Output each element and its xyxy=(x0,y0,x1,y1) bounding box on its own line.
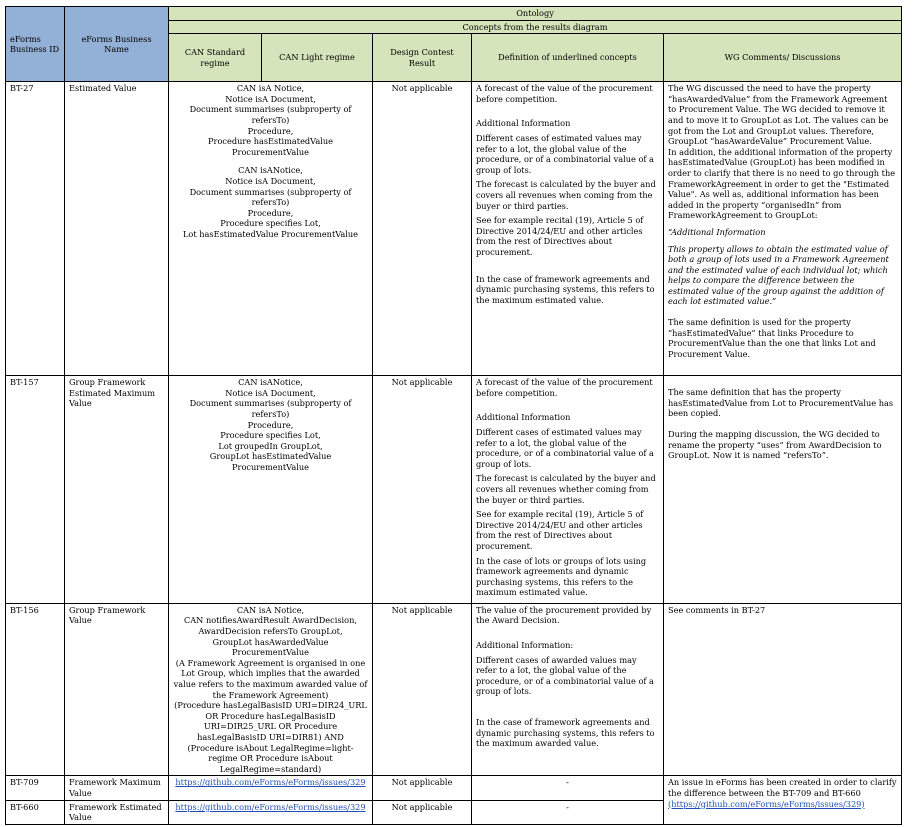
mapping-line: Procedure, xyxy=(247,207,294,218)
row-wg-comments xyxy=(664,82,902,376)
row-definition: - xyxy=(472,800,664,824)
mapping-line: CAN isA Notice, xyxy=(236,604,305,615)
row-wg-comments: See comments in BT-27 xyxy=(664,603,902,776)
row-id: BT-156 xyxy=(6,603,65,776)
comment-text: During the mapping discussion, the WG decided to rename the property “uses” from AwardDecision to GroupLot. Now it is named “refersTo”. xyxy=(668,428,882,461)
definition-text: The value of the procurement provided by the Award Decision. xyxy=(476,604,652,626)
header-ontology: Ontology xyxy=(169,7,902,21)
definition-text: Additional Information: xyxy=(476,640,574,651)
row-wg-comments xyxy=(664,376,902,604)
row-definition xyxy=(472,82,664,376)
definition-text: A forecast of the value of the procurement before competition. xyxy=(476,83,653,104)
header-business-name: eForms Business Name xyxy=(65,7,169,82)
comment-text: This property allows to obtain the estimated value of both a group of lots used in a Framework Agreement and the estimated value of each individual lot; which helps to compare the difference between the estimated value of the group against the addition of each lot estimated value.” xyxy=(668,243,889,307)
row-mapping xyxy=(169,776,373,800)
definition-text: See for example recital (19), Article 5 of Directive 2014/24/EU and other articles from the rest of Directives about procurement. xyxy=(476,509,644,551)
definition-text: A forecast of the value of the procurement before competition. xyxy=(476,377,653,398)
mapping-line: AwardDecision refersTo GroupLot, xyxy=(198,626,343,637)
row-wg-comments xyxy=(664,776,902,824)
mapping-line: Lot hasEstimatedValue ProcurementValue xyxy=(182,228,359,239)
row-id: BT-660 xyxy=(6,800,65,824)
row-definition xyxy=(472,376,664,604)
mapping-line: Procedure, xyxy=(247,419,294,430)
row-id: BT-709 xyxy=(6,776,65,800)
mapping-line: Procedure hasEstimatedValue ProcurementValue xyxy=(208,136,333,157)
header-can-light: CAN Light regime xyxy=(262,34,373,82)
row-name: Framework Estimated Value xyxy=(65,800,169,824)
comment-text: In addition, the additional information of the property hasEstimatedValue (GroupLot) has been modified in order to clarify that there is no need to go through the FrameworkAgreement in order to get the "Estimated Value". As well as, additional information has been added in the property “organisedIn” from FrameworkAgreement to GroupLot: xyxy=(668,146,896,221)
row-design-contest: Not applicable xyxy=(373,603,472,776)
mapping-line: (Procedure hasLegalBasisID URI=DIR24_URL OR Procedure hasLegalBasisID URI=DIR25_URL OR Procedure hasLegalBasisID URI=DIR81) AND (Procedure isAbout LegalRegime=light-regime OR Procedure isAbout LegalRegime=standard) xyxy=(174,700,367,774)
row-design-contest: Not applicable xyxy=(373,82,472,376)
definition-text: In the case of framework agreements and dynamic purchasing systems, this refers to the maximum awarded value. xyxy=(476,717,655,749)
header-concepts: Concepts from the results diagram xyxy=(169,20,902,34)
comment-text: An issue in eForms has been created in order to clarify the difference between the BT-709 and BT-660 xyxy=(668,777,897,798)
mapping-line: Procedure, xyxy=(247,125,294,136)
mapping-line: CAN isANotice, xyxy=(238,377,303,388)
definition-text: The forecast is calculated by the buyer and covers all revenues when coming from the buyer or third parties. xyxy=(476,179,656,211)
mapping-line: Notice isA Document, xyxy=(225,175,316,186)
issue-link[interactable]: https://github.com/eForms/eForms/issues/329 xyxy=(175,801,366,812)
comment-text: “Additional Information xyxy=(668,226,766,237)
definition-text: Additional Information xyxy=(476,412,571,423)
row-name: Group Framework Estimated Maximum Value xyxy=(65,376,169,604)
mapping-table xyxy=(5,6,902,825)
row-name: Estimated Value xyxy=(65,82,169,376)
header-definition: Definition of underlined concepts xyxy=(472,34,664,82)
table-row xyxy=(6,603,902,776)
table-row xyxy=(6,376,902,604)
mapping-line: Document summarises (subproperty of refersTo) xyxy=(189,398,352,419)
row-mapping xyxy=(169,800,373,824)
row-name: Group Framework Value xyxy=(65,603,169,776)
mapping-line: Document summarises (subproperty of refersTo) xyxy=(189,104,352,125)
header-can-standard: CAN Standard regime xyxy=(169,34,262,82)
row-definition xyxy=(472,603,664,776)
definition-text: Different cases of estimated values may refer to a lot, the global value of the procedure, or of a combinatorial value of a group of lots. xyxy=(476,426,654,469)
mapping-line: Notice isA Document, xyxy=(225,93,316,104)
row-design-contest: Not applicable xyxy=(373,776,472,800)
row-design-contest: Not applicable xyxy=(373,800,472,824)
row-mapping xyxy=(169,603,373,776)
comment-text: The same definition is used for the property “hasEstimatedValue” that links Procedure to ProcurementValue than the one that links Lot and Procurement Value. xyxy=(668,317,876,359)
issue-link[interactable]: https://github.com/eForms/eForms/issues/329 xyxy=(175,777,366,788)
mapping-line: CAN isA Notice, xyxy=(236,83,305,94)
row-mapping xyxy=(169,376,373,604)
mapping-line: Notice isA Document, xyxy=(225,387,316,398)
mapping-line: GroupLot hasEstimatedValue ProcurementValue xyxy=(209,451,332,472)
header-business-id: eForms Business ID xyxy=(6,7,65,82)
mapping-line: Document summarises (subproperty of refersTo) xyxy=(189,186,352,208)
comment-text: The same definition that has the property hasEstimatedValue from Lot to ProcurementValue has been copied. xyxy=(668,387,894,419)
mapping-line: Procedure specifies Lot, xyxy=(220,218,321,229)
row-definition: - xyxy=(472,776,664,800)
definition-text: In the case of lots or groups of lots using framework agreements and dynamic purchasing systems, this refers to the maximum estimated value. xyxy=(476,555,647,598)
mapping-line: GroupLot hasAwardedValue ProcurementValue xyxy=(212,636,329,658)
definition-text: In the case of framework agreements and dynamic purchasing systems, this refers to the maximum estimated value. xyxy=(476,273,655,305)
definition-text: Additional Information xyxy=(476,118,571,129)
comment-text: The WG discussed the need to have the property “hasAwardedValue” from the Framework Agreement to Procurement Value. The WG decided to remove it and to move it to GroupLot as Lot. The values can be got from the Lot and GroupLot values. Therefore, GroupLot “hasAwardeValue” Procurement Value. xyxy=(668,83,889,147)
row-design-contest: Not applicable xyxy=(373,376,472,604)
mapping-line: CAN isANotice, xyxy=(238,165,303,176)
definition-text: See for example recital (19), Article 5 of Directive 2014/24/EU and other articles from the rest of Directives about procurement. xyxy=(476,215,644,257)
row-mapping xyxy=(169,82,373,376)
definition-text: Different cases of awarded values may refer to a lot, the global value of the procedure, or of a combinatorial value of a group of lots. xyxy=(476,654,654,697)
header-wg-comments: WG Comments/ Discussions xyxy=(664,34,902,82)
row-id: BT-27 xyxy=(6,82,65,376)
header-design-contest: Design Contest Result xyxy=(373,34,472,82)
table-row xyxy=(6,776,902,800)
issue-link[interactable]: (https://github.com/eForms/eForms/issues/329) xyxy=(668,798,865,809)
definition-text: The forecast is calculated by the buyer and covers all revenues whether coming from the buyer or third parties. xyxy=(476,473,656,505)
mapping-line: CAN notifiesAwardResult AwardDecision, xyxy=(184,615,357,626)
table-row xyxy=(6,82,902,376)
mapping-line: Lot groupedIn GroupLot, xyxy=(218,440,323,451)
definition-text: Different cases of estimated values may refer to a lot, the global value of the procedure, or of a combinatorial value of a group of lots. xyxy=(476,132,654,175)
mapping-line: (A Framework Agreement is organised in one Lot Group, which implies that the awarded value refers to the maximum awarded value of the Framework Agreement) xyxy=(173,657,368,700)
row-name: Framework Maximum Value xyxy=(65,776,169,800)
row-id: BT-157 xyxy=(6,376,65,604)
mapping-line: Procedure specifies Lot, xyxy=(220,430,321,441)
